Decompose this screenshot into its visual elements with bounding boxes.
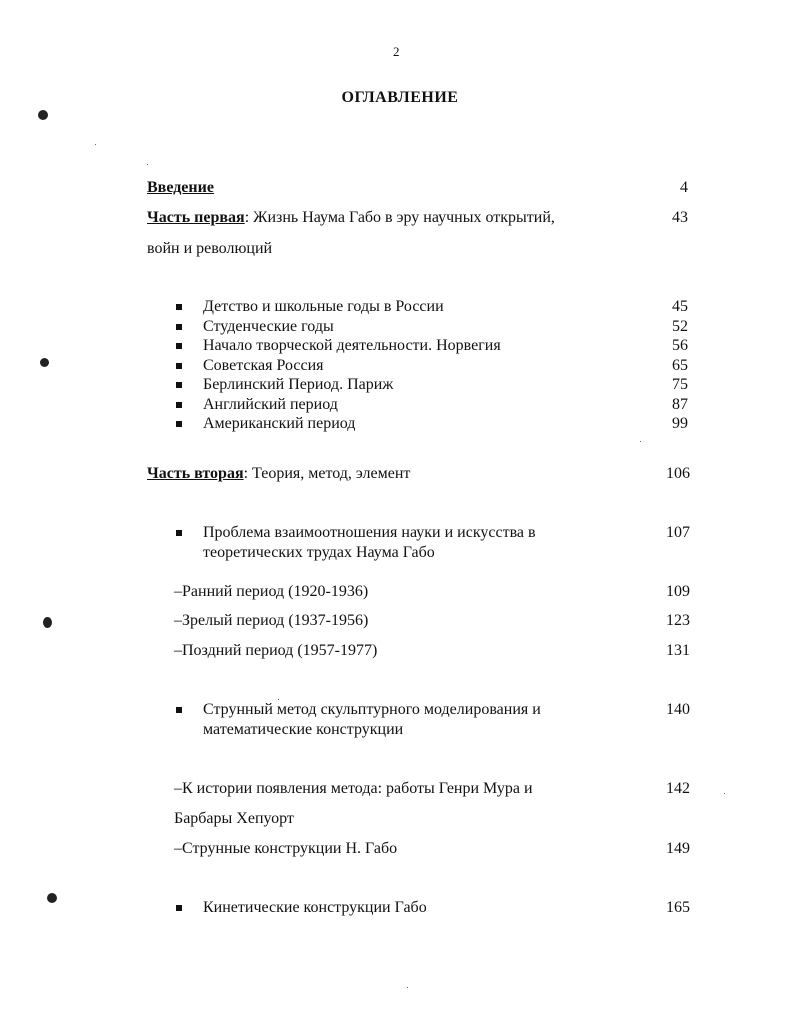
toc-part1-item-page: 65 [672, 357, 688, 374]
toc-part1-label: Часть первая [147, 209, 245, 226]
toc-part1-item-page: 56 [672, 337, 688, 354]
scan-speck [407, 987, 408, 988]
toc-subitem: –Ранний период (1920-1936) [174, 583, 369, 600]
bullet-icon [176, 402, 182, 408]
toc-subitem-line2: Барбары Хепуорт [174, 810, 294, 827]
page-number: 2 [393, 44, 400, 59]
toc-section1-page: 107 [666, 524, 690, 541]
toc-part2-title: : Теория, метод, элемент [243, 465, 411, 482]
toc-part1-item: Студенческие годы [203, 318, 334, 335]
bullet-icon [176, 905, 182, 911]
toc-part1-item: Американский период [203, 415, 356, 432]
toc-section2-title-line1: Струнный метод скульптурного моделирования и [203, 701, 541, 718]
toc-part1-item: Начало творческой деятельности. Норвегия [203, 337, 501, 354]
punch-hole-mark [38, 110, 48, 120]
bullet-icon [176, 324, 182, 330]
toc-section1-title-line2: теоретических трудах Наума Габо [203, 544, 435, 561]
bullet-icon [176, 382, 182, 388]
toc-part1-page: 43 [672, 209, 688, 226]
toc-part2-heading [147, 464, 410, 484]
toc-subitem-page: 131 [666, 642, 690, 659]
scan-speck [640, 441, 641, 442]
toc-section3-title: Кинетические конструкции Габо [203, 899, 427, 916]
toc-part1-item: Берлинский Период. Париж [203, 376, 394, 393]
toc-part1-item: Детство и школьные годы в России [203, 298, 444, 315]
scan-speck [95, 144, 96, 145]
bullet-icon [176, 421, 182, 427]
bullet-icon [176, 707, 182, 713]
punch-hole-mark [47, 893, 57, 903]
bullet-icon [176, 304, 182, 310]
toc-part1-item-page: 87 [672, 396, 688, 413]
toc-section1-title-line1: Проблема взаимоотношения науки и искусства в [203, 524, 536, 541]
page-title: ОГЛАВЛЕНИЕ [341, 89, 459, 106]
toc-section3-page: 165 [666, 899, 690, 916]
toc-part1-title-line2: войн и революций [147, 240, 273, 257]
toc-part1-item: Советская Россия [203, 357, 324, 374]
toc-part1-item-page: 52 [672, 318, 688, 335]
toc-part1-item-page: 45 [672, 298, 688, 315]
toc-part1-item-page: 75 [672, 376, 688, 393]
punch-hole-mark [40, 358, 49, 367]
toc-part2-page: 106 [666, 465, 690, 482]
toc-subitem-page: 149 [666, 840, 690, 857]
toc-intro-label: Введение [147, 179, 214, 196]
toc-subitem: –Зрелый период (1937-1956) [174, 612, 369, 629]
toc-subitem-page: 109 [666, 583, 690, 600]
toc-subitem-page: 123 [666, 612, 690, 629]
bullet-icon [176, 363, 182, 369]
scan-speck [724, 793, 725, 794]
toc-subitem-page: 142 [666, 780, 690, 797]
toc-intro-page: 4 [680, 179, 688, 196]
toc-part2-label: Часть вторая [147, 465, 244, 482]
toc-part1-item-page: 99 [672, 415, 688, 432]
bullet-icon [176, 343, 182, 349]
scan-speck [278, 699, 279, 700]
toc-part1-item: Английский период [203, 396, 338, 413]
toc-section2-title-line2: математические конструкции [203, 721, 404, 738]
scan-speck [147, 164, 148, 165]
punch-hole-mark [43, 617, 52, 628]
bullet-icon [176, 530, 182, 536]
toc-section2-page: 140 [666, 701, 690, 718]
toc-part1-title-line1: : Жизнь Наума Габо в эру научных открытий, [244, 209, 555, 226]
toc-subitem: –Струнные конструкции Н. Габо [174, 840, 398, 857]
toc-subitem: –Поздний период (1957-1977) [174, 642, 378, 659]
toc-part1-heading [147, 208, 555, 228]
toc-subitem-line1: –К истории появления метода: работы Генри Мура и [174, 780, 533, 797]
